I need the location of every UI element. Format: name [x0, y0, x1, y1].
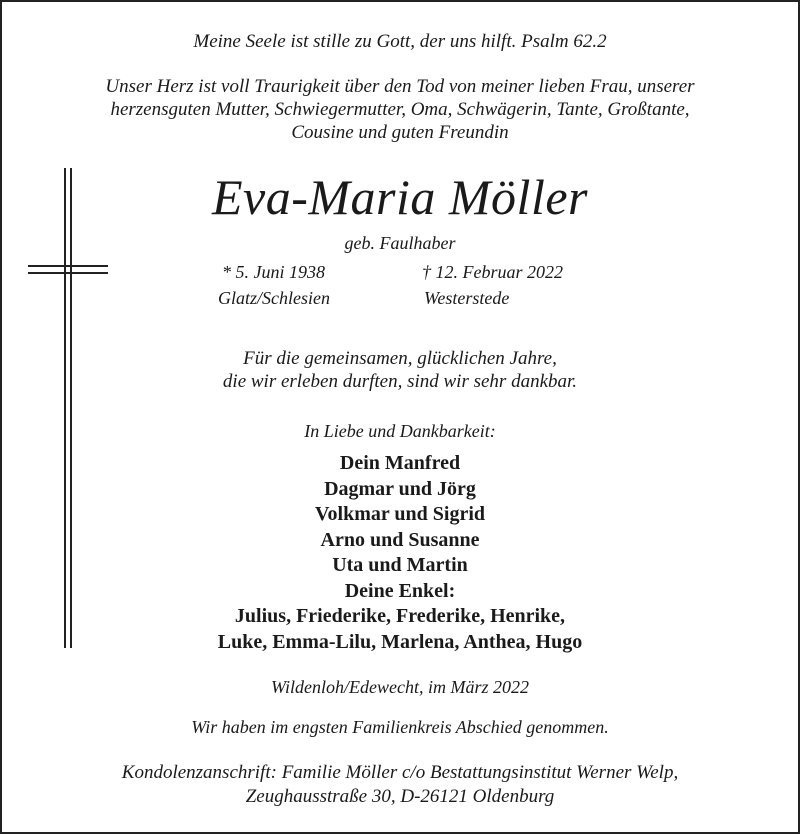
place-date: Wildenloh/Edewecht, im März 2022 [271, 677, 529, 697]
death-date: † 12. Februar 2022 [422, 262, 563, 282]
birth-date: * 5. Juni 1938 [222, 262, 325, 282]
mourner-8: Luke, Emma-Lilu, Marlena, Anthea, Hugo [217, 631, 583, 653]
mourner-3: Volkmar und Sigrid [314, 503, 486, 525]
intro-line-3: Cousine und guten Freundin [291, 122, 509, 143]
condolence-line-2: Zeughausstraße 30, D-26121 Oldenburg [245, 786, 555, 807]
mourner-6: Deine Enkel: [344, 580, 456, 602]
love-line: In Liebe und Dankbarkeit: [304, 421, 496, 441]
mourner-1: Dein Manfred [339, 452, 461, 474]
mourner-7: Julius, Friederike, Frederike, Henrike, [234, 605, 566, 627]
gratitude-line-1: Für die gemeinsamen, glücklichen Jahre, [243, 348, 557, 369]
intro-line-2: herzensguten Mutter, Schwiegermutter, Oma, Schwägerin, Tante, Großtante, [110, 99, 690, 120]
intro-line-1: Unser Herz ist voll Traurigkeit über den Tod von meiner lieben Frau, unserer [105, 76, 695, 97]
condolence-line-1: Kondolenzanschrift: Familie Möller c/o Bestattungsinstitut Werner Welp, [121, 762, 679, 783]
birth-place: Glatz/Schlesien [218, 288, 330, 308]
death-place: Westerstede [424, 288, 510, 308]
gratitude-line-2: die wir erleben durften, sind wir sehr dankbar. [222, 371, 578, 392]
mourner-5: Uta und Martin [332, 554, 468, 576]
farewell-note: Wir haben im engsten Familienkreis Abschied genommen. [191, 717, 609, 737]
deceased-name: Eva-Maria Möller [212, 169, 588, 225]
mourner-4: Arno und Susanne [320, 529, 480, 551]
mourner-2: Dagmar und Jörg [324, 478, 476, 500]
psalm-quote: Meine Seele ist stille zu Gott, der uns hilft. Psalm 62.2 [193, 31, 607, 52]
birth-name: geb. Faulhaber [344, 233, 456, 253]
